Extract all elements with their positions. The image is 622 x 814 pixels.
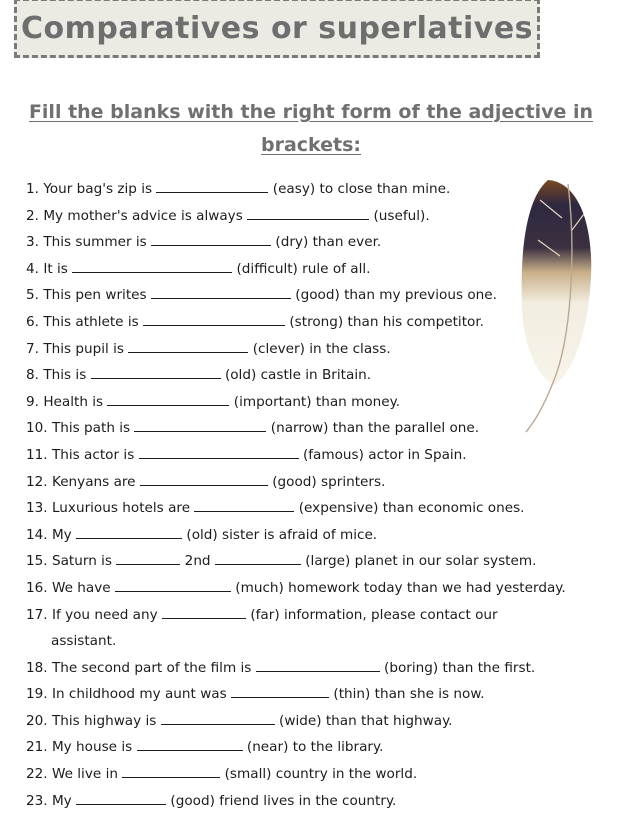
item-text-after: (expensive) than economic ones. (298, 500, 525, 517)
answer-blank[interactable] (256, 659, 380, 672)
answer-blank[interactable] (231, 685, 329, 698)
item-number: 20. (26, 712, 48, 729)
item-number: 17. (26, 606, 48, 623)
item-text-before: My mother's advice is always (43, 207, 243, 224)
item-text-after: (much) homework today than we had yesterday. (235, 579, 566, 596)
item-text-before: Saturn is (51, 553, 113, 570)
item-text-before: My (51, 792, 72, 809)
item-number: 22. (26, 766, 48, 783)
item-text-after: (boring) than the first. (384, 659, 536, 676)
item-text-before: This summer is (43, 234, 147, 251)
item-number: 13. (26, 500, 48, 517)
answer-blank[interactable] (137, 738, 243, 751)
answer-blank[interactable] (194, 499, 294, 512)
answer-blank[interactable] (122, 765, 220, 778)
item-number: 10. (26, 420, 48, 437)
answer-blank[interactable] (156, 180, 268, 193)
item-number: 15. (26, 553, 48, 570)
item-text-after: (useful). (373, 207, 430, 224)
item-text-after: (old) sister is afraid of mice. (186, 526, 378, 543)
item-text-before: This actor is (51, 446, 135, 463)
exercise-item (26, 548, 606, 575)
answer-blank[interactable] (151, 286, 291, 299)
feather-illustration (510, 170, 620, 440)
item-text-after: (strong) than his competitor. (289, 313, 484, 330)
item-number: 2. (26, 207, 39, 224)
answer-blank[interactable] (143, 313, 285, 326)
item-text-before: It is (43, 260, 68, 277)
item-number: 21. (26, 739, 48, 756)
item-text-after: (clever) in the class. (252, 340, 391, 357)
item-text-after: (narrow) than the parallel one. (270, 420, 480, 437)
answer-blank[interactable] (115, 579, 231, 592)
item-number: 23. (26, 792, 48, 809)
item-text-before: My house is (51, 739, 133, 756)
exercise-item (26, 761, 606, 788)
item-number: 9. (26, 393, 39, 410)
item-number: 3. (26, 234, 39, 251)
item-text-before: In childhood my aunt was (51, 686, 227, 703)
item-text-after: (thin) than she is now. (333, 686, 485, 703)
answer-blank[interactable] (151, 233, 271, 246)
item-number: 4. (26, 260, 39, 277)
item-text-after: (famous) actor in Spain. (302, 446, 467, 463)
exercise-item (26, 442, 606, 469)
instructions: Fill the blanks with the right form of the adjective in brackets: (28, 101, 594, 156)
item-text-before: This path is (51, 420, 131, 437)
item-text-before: This pupil is (43, 340, 125, 357)
item-text-after: (small) country in the world. (224, 766, 418, 783)
exercise-item (26, 681, 606, 708)
worksheet-title-box (14, 0, 540, 58)
exercise-item (26, 602, 606, 629)
item-number: 1. (26, 181, 39, 197)
answer-blank[interactable] (162, 606, 246, 619)
answer-blank[interactable] (139, 446, 299, 459)
item-text-after: (important) than money. (233, 393, 401, 410)
item-text-middle: 2nd (184, 553, 211, 570)
item-number: 12. (26, 473, 48, 490)
answer-blank[interactable] (76, 526, 182, 539)
item-text-after: (far) information, please contact our (250, 606, 498, 623)
exercise-item-continuation: assistant. (51, 633, 117, 650)
exercise-item (26, 575, 606, 602)
item-text-after: (good) friend lives in the country. (170, 792, 397, 809)
item-text-after: (dry) than ever. (275, 234, 382, 251)
item-text-before: The second part of the film is (51, 659, 252, 676)
answer-blank[interactable] (91, 366, 221, 379)
exercise-item (26, 469, 606, 496)
item-text-before: This is (43, 367, 87, 384)
answer-blank[interactable] (247, 207, 369, 220)
item-text-after: (good) sprinters. (272, 473, 386, 490)
item-text-before: We have (51, 579, 111, 596)
item-text-after: (easy) to close than mine. (272, 181, 451, 197)
item-number: 19. (26, 686, 48, 703)
item-text-before: If you need any (51, 606, 158, 623)
exercise-item (26, 708, 606, 735)
item-text-before: Your bag's zip is (43, 181, 153, 197)
answer-blank[interactable] (76, 792, 166, 805)
answer-blank[interactable] (116, 552, 180, 565)
item-number: 7. (26, 340, 39, 357)
item-text-after: (wide) than that highway. (279, 712, 453, 729)
answer-blank[interactable] (128, 340, 248, 353)
item-number: 8. (26, 367, 39, 384)
item-number: 11. (26, 446, 48, 463)
item-text-before: This pen writes (43, 287, 147, 304)
exercise-item (26, 734, 606, 761)
exercise-item (26, 788, 606, 814)
item-number: 5. (26, 287, 39, 304)
item-text-after: (good) than my previous one. (295, 287, 497, 304)
item-text-before: Kenyans are (51, 473, 136, 490)
item-number: 16. (26, 579, 48, 596)
answer-blank[interactable] (140, 473, 268, 486)
answer-blank[interactable] (161, 712, 275, 725)
item-number: 14. (26, 526, 48, 543)
item-text-before: We live in (51, 766, 118, 783)
item-text-after: (near) to the library. (246, 739, 384, 756)
exercise-item (26, 522, 606, 549)
item-text-before: My (51, 526, 72, 543)
item-text-before: This highway is (51, 712, 157, 729)
worksheet-title: Comparatives or superlatives (20, 10, 534, 46)
item-text-after: (large) planet in our solar system. (305, 553, 537, 570)
item-text-after: (difficult) rule of all. (236, 260, 371, 277)
answer-blank[interactable] (107, 393, 229, 406)
answer-blank[interactable] (72, 260, 232, 273)
item-text-before: This athlete is (43, 313, 139, 330)
answer-blank[interactable] (134, 419, 266, 432)
exercise-item (26, 655, 606, 682)
item-text-after: (old) castle in Britain. (224, 367, 372, 384)
item-text-before: Luxurious hotels are (51, 500, 191, 517)
item-text-before: Health is (43, 393, 104, 410)
exercise-item (26, 495, 606, 522)
item-number: 6. (26, 313, 39, 330)
item-number: 18. (26, 659, 48, 676)
answer-blank-2[interactable] (215, 552, 301, 565)
